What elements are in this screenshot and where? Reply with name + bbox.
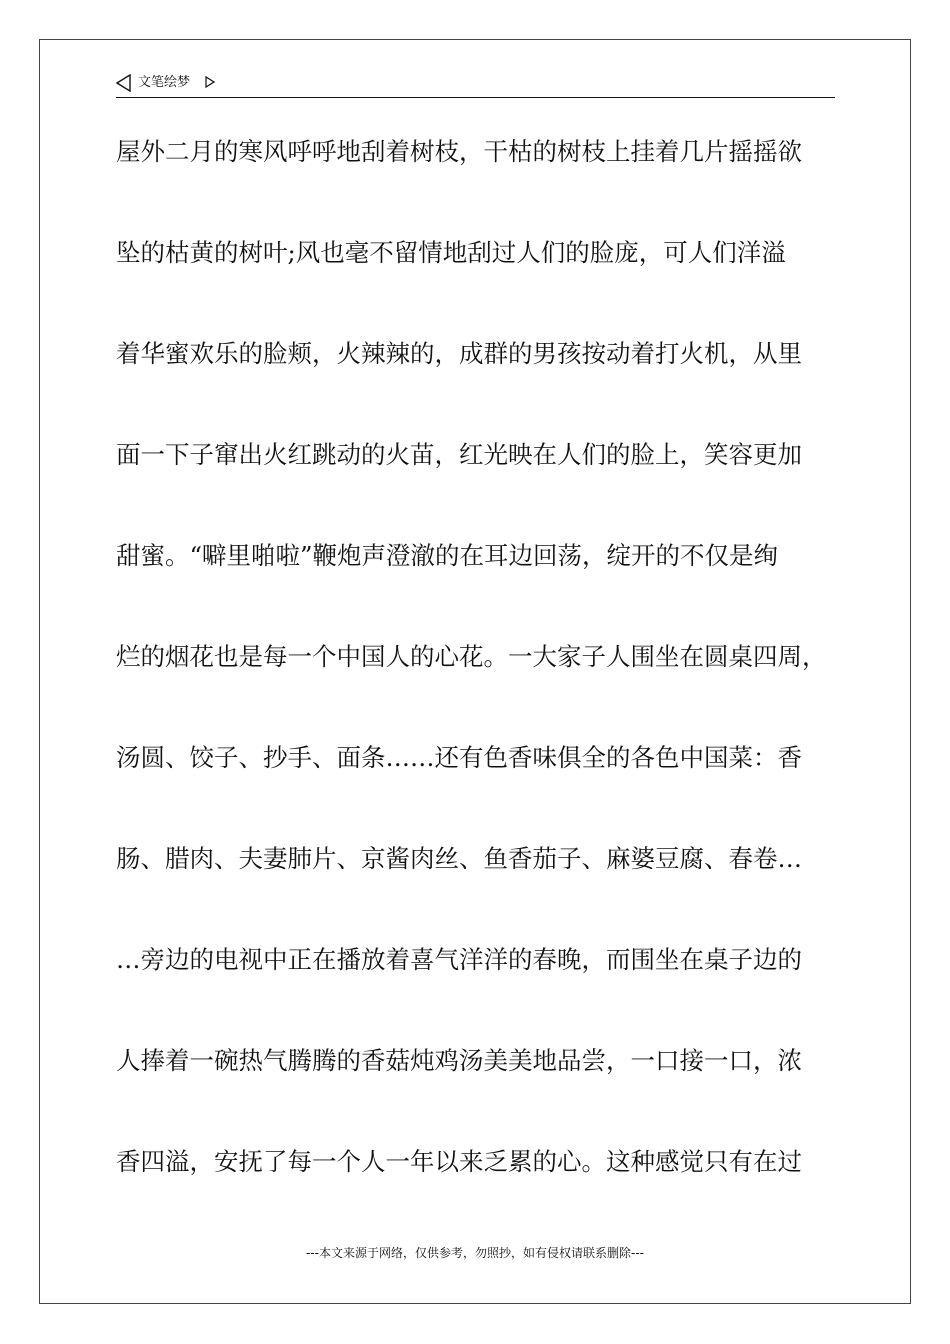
text-line: 汤圆、饺子、抄手、面条……还有色香味俱全的各色中国菜：香 (116, 743, 802, 772)
text-line: 烂的烟花也是每一个中国人的心花。一大家子人围坐在圆桌四周， (116, 642, 827, 671)
text-line: 甜蜜。“噼里啪啦”鞭炮声澄澈的在耳边回荡，绽开的不仅是绚 (116, 541, 779, 570)
footer-disclaimer: ---本文来源于网络，仅供参考，勿照抄，如有侵权请联系删除--- (306, 1246, 644, 1260)
text-line: 面一下子窜出火红跳动的火苗，红光映在人们的脸上，笑容更加 (116, 440, 802, 469)
text-line: 屋外二月的寒风呼呼地刮着树枝，干枯的树枝上挂着几片摇摇欲 (116, 137, 802, 166)
header-title: 文笔绘梦 (138, 75, 191, 90)
triangle-right-icon (205, 76, 215, 88)
triangle-left-icon (116, 74, 132, 92)
text-line: 着华蜜欢乐的脸颊，火辣辣的，成群的男孩按动着打火机，从里 (116, 339, 802, 368)
text-line: 人捧着一碗热气腾腾的香菇炖鸡汤美美地品尝，一口接一口，浓 (116, 1046, 802, 1075)
article-body (116, 128, 856, 1239)
text-line: 坠的枯黄的树叶;风也毫不留情地刮过人们的脸庞，可人们洋溢 (116, 238, 786, 267)
text-line: …旁边的电视中正在播放着喜气洋洋的春晚，而围坐在桌子边的 (116, 945, 802, 974)
text-line: 肠、腊肉、夫妻肺片、京酱肉丝、鱼香茄子、麻婆豆腐、春卷… (116, 844, 802, 873)
text-line: 香四溢，安抚了每一个人一年以来乏累的心。这种感觉只有在过 (116, 1147, 802, 1176)
page-header (116, 72, 835, 98)
